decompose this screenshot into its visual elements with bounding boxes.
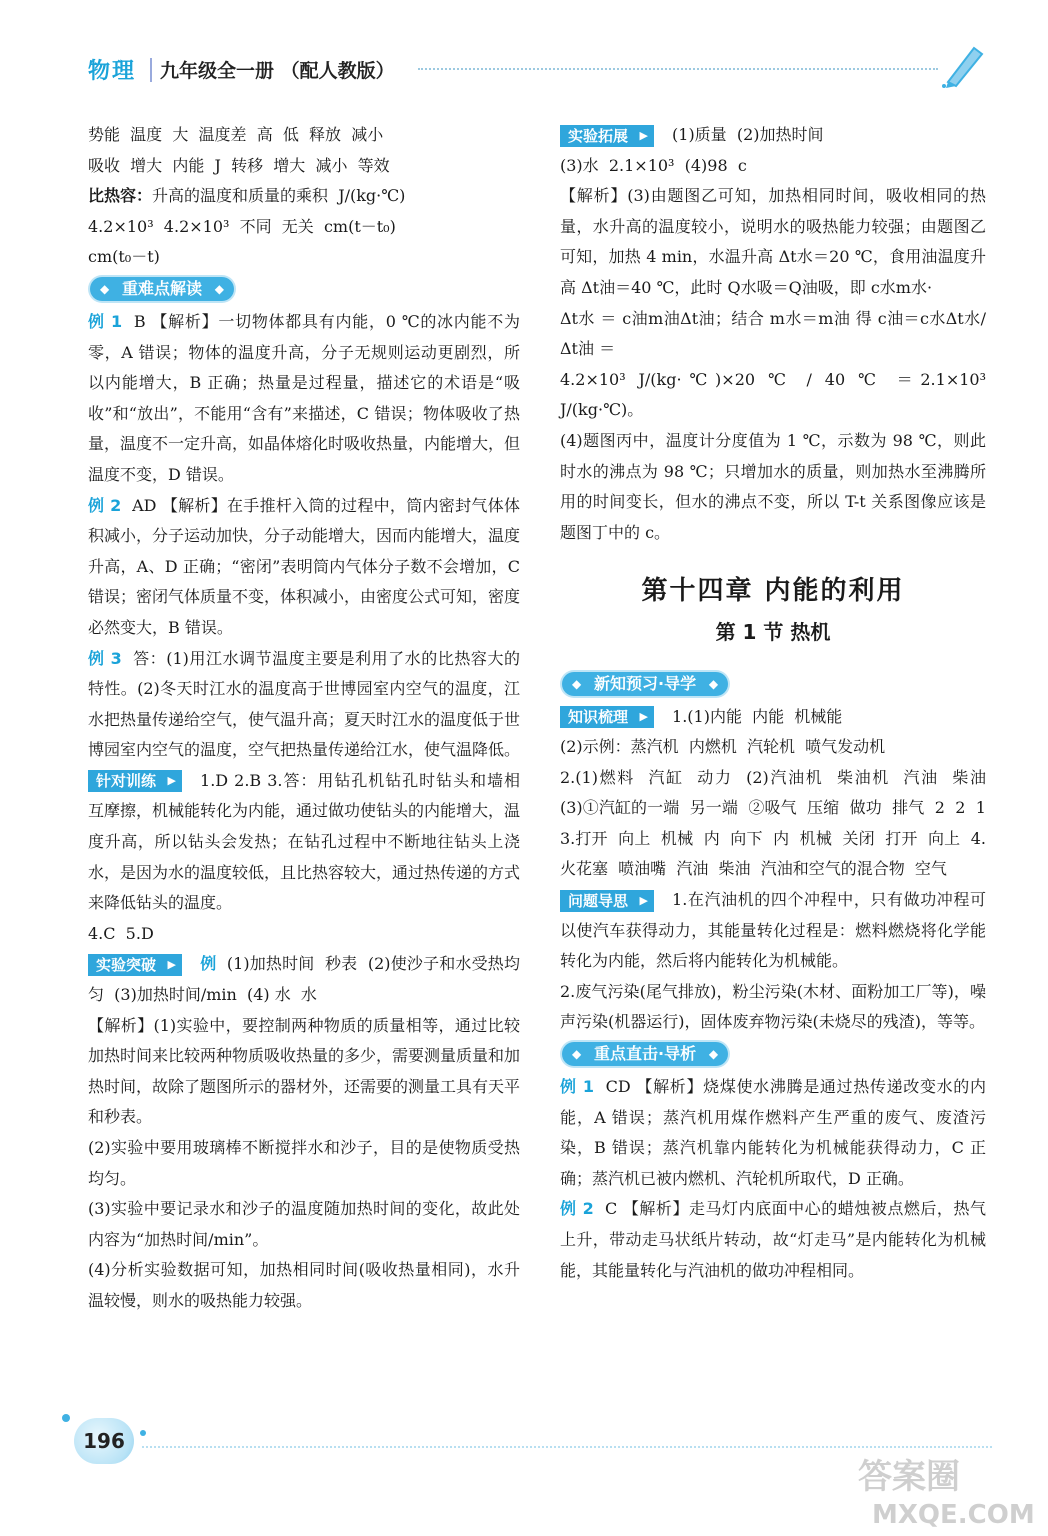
tag-knowledge — [560, 706, 654, 728]
tag-questions — [560, 890, 654, 912]
tag-label: 针对训练 — [96, 772, 157, 791]
example-text: AD 【解析】在手推杆入筒的过程中，筒内密封气体体积减小，分子运动加快，分子动能增大，因而内能增大，温度升高，A、D 正确；“密闭”表明筒内气体分子数不会增加，C 错误；密闭气体质量不变，体积减小，由密度公式可知，密度必然变大，B 错误。 — [88, 495, 526, 637]
tag-label: 知识梳理 — [568, 708, 629, 726]
intro-line: cm(t₀－t) — [88, 247, 160, 267]
example-label: 例 — [200, 954, 217, 974]
extension-analysis: 【解析】(3)由题图乙可知，加热相同时间，吸收相同的热量，水升高的温度较小，说明水的吸热能力较强；由题图乙可知，加热 4 min，水温升高 Δt水＝20 ℃，食用油温度升高 Δt油＝40 ℃，此时 Q水吸＝Q油吸，即 c水m水· — [560, 186, 986, 297]
diamond-icon: ◆ — [572, 676, 582, 691]
extension-text: (1)质量 (2)加热时间 — [672, 125, 824, 144]
example-3 — [88, 644, 520, 766]
experiment-analysis: 【解析】(1)实验中，要控制两种物质的质量相等，通过比较加热时间来比较两种物质吸收热量的多少，需要测量质量和加热时间，故除了题图所示的器材外，还需要的测量工具有天平和秒表。 — [88, 1015, 521, 1127]
tag-training — [88, 770, 182, 792]
question-text: 1.在汽油机的四个冲程中，只有做功冲程可以使汽车获得动力，其能量转化过程是：燃料燃烧将化学能转化为内能，然后将内能转化为机械能。 — [560, 890, 986, 971]
page-header — [88, 54, 988, 88]
section-band-focus — [562, 1042, 728, 1066]
extension-text-2: (3)水 2.1×10³ (4)98 c — [560, 155, 747, 175]
example-label: 例 1 — [88, 311, 123, 331]
page-number: 196 — [74, 1418, 134, 1464]
extension-block — [560, 120, 986, 151]
example-label: 例 3 — [88, 648, 122, 668]
play-arrow-icon: ▶ — [167, 774, 177, 788]
tag-experiment — [88, 954, 182, 976]
grade-title: 九年级全一册 （配人教版） — [160, 60, 395, 82]
tag-extension — [560, 125, 654, 147]
play-arrow-icon: ▶ — [639, 710, 649, 723]
experiment-analysis: (4)分析实验数据可知，加热相同时间(吸收热量相同)，水升温较慢，则水的吸热能力较强。 — [88, 1260, 520, 1310]
example-text: CD 【解析】烧煤使水沸腾是通过热传递改变水的内能，A 错误；蒸汽机用煤作燃料产生严重的废气、废渣污染，B 错误；蒸汽机靠内能转化为机械能获得动力，C 正确；蒸汽机已被内燃机、汽轮机所取代，D 正确。 — [560, 1077, 986, 1188]
watermark-logo: 答案圈 — [858, 1457, 960, 1497]
training-text: 1.D 2.B 3.答：用钻孔机钻孔时钻头和墙相互摩擦，机械能转化为内能，通过做功使钻头的内能增大，温度升高，所以钻头会发热；在钻孔过程中不断地往钻头上浇水，是因为水的温度较低，且比热容较大，通过热传递的方式来降低钻头的温度。 — [88, 770, 521, 913]
heat-capacity-text: 升高的温度和质量的乘积 J/(kg·℃) — [152, 186, 406, 206]
play-arrow-icon: ▶ — [167, 957, 177, 971]
knowledge-block — [560, 702, 986, 733]
training-answers: 4.C 5.D — [88, 923, 154, 943]
example-text: 答：(1)用江水调节温度主要是利用了水的比热容大的特性。(2)冬天时江水的温度高于世博园室内空气的温度，江水把热量传递给空气，使气温升高；夏天时江水的温度低于世博园室内空气的温度，空气把热量传递给江水，使气温降低。 — [88, 648, 521, 760]
diamond-icon: ◆ — [708, 1047, 719, 1062]
experiment-analysis: (3)实验中要记录水和沙子的温度随加热时间的变化，故此处内容为“加热时间/min”。 — [88, 1199, 520, 1249]
intro-line: 吸收 增大 内能 J 转移 增大 减小 等效 — [88, 155, 390, 175]
tag-label: 问题导思 — [568, 891, 629, 910]
diamond-icon: ◆ — [100, 281, 110, 296]
header-dotted-line — [418, 68, 938, 70]
heat-capacity-label: 比热容： — [88, 186, 153, 206]
knowledge-text: (2)示例：蒸汽机 内燃机 汽轮机 喷气发动机 — [560, 737, 886, 757]
example-text: B 【解析】一切物体都具有内能，0 ℃的冰内能不为零，A 错误；物体的温度升高，分子无规则运动更剧烈，所以内能增大，B 正确；热量是过程量，描述它的术语是“吸收”和“放出”，不能用“含有”来描述，C 错误；物体吸收了热量，温度不一定升高，如晶体熔化时吸收热量，内能增大，但温度不变，D 错误。 — [88, 311, 521, 484]
diamond-icon: ◆ — [572, 1047, 582, 1062]
footer-dotted-line — [142, 1446, 992, 1448]
section-band-key-points — [90, 277, 234, 301]
intro-line: 势能 温度 大 温度差 高 低 释放 减小 — [88, 125, 384, 144]
experiment-analysis: (2)实验中要用玻璃棒不断搅拌水和沙子，目的是使物质受热均匀。 — [88, 1138, 520, 1188]
example-label: 例 2 — [88, 495, 122, 515]
extension-formula: 4.2×10³ J/(kg·℃)×20 ℃ / 40 ℃ ＝2.1×10³ J/(kg·℃)。 — [560, 369, 992, 420]
training-block — [88, 766, 520, 919]
extension-part-4: (4)题图丙中，温度计分度值为 1 ℃，示数为 98 ℃，则此时水的沸点为 98 ℃；只增加水的质量，则加热水至沸腾所用的时间变长，但水的沸点不变，所以 T-t 关系图像应该是题图丁中的 c。 — [560, 430, 986, 542]
chapter-title: 第十四章 内能的利用 — [641, 576, 905, 607]
experiment-block — [88, 949, 520, 1010]
tag-label: 实验突破 — [96, 955, 157, 974]
subject-title: 物理 — [88, 59, 137, 84]
diamond-icon: ◆ — [708, 676, 719, 691]
band-label: 新知预习·导学 — [594, 673, 697, 693]
section-band-preview — [562, 672, 728, 696]
tag-label: 实验拓展 — [568, 126, 629, 145]
example-label: 例 1 — [560, 1077, 595, 1097]
knowledge-text: 2.(1)燃料 汽缸 动力 (2)汽油机 柴油机 汽油 柴油 (3)①汽缸的一端 另一端 ②吸气 压缩 做功 排气 2 2 1 3.打开 向上 机械 内 向下 内 机械 关闭 打开 向上 4.火花塞 喷油嘴 汽油 柴油 汽油和空气的混合物 空气 — [560, 767, 997, 879]
intro-line: 4.2×10³ 4.2×10³ 不同 无关 cm(t－t₀) — [88, 216, 396, 236]
decor-dot — [140, 1430, 146, 1436]
decor-dot — [62, 1414, 70, 1422]
question-text: 2.废气污染(尾气排放)，粉尘污染(木材、面粉加工厂等)，噪声污染(机器运行)，固体废弃物污染(未烧尽的残渣)，等等。 — [560, 981, 986, 1032]
example-2 — [560, 1194, 986, 1286]
play-arrow-icon: ▶ — [639, 893, 649, 907]
left-column — [88, 120, 526, 1317]
pen-icon — [938, 40, 988, 90]
example-label: 例 2 — [560, 1199, 594, 1219]
band-label: 重点直击·导析 — [594, 1044, 697, 1064]
diamond-icon: ◆ — [214, 281, 225, 296]
example-text: C 【解析】走马灯内底面中心的蜡烛被点燃后，热气上升，带动走马状纸片转动，故“灯走马”是内能转化为机械能，其能量转化与汽油机的做功冲程相同。 — [560, 1199, 986, 1280]
right-column — [560, 120, 997, 1286]
watermark-url: MXQE.COM — [872, 1500, 1035, 1530]
example-2 — [88, 491, 526, 644]
question-block — [560, 885, 986, 977]
play-arrow-icon: ▶ — [639, 128, 649, 142]
extension-formula: Δt水 ＝ c油m油Δt油；结合 m水＝m油 得 c油＝c水Δt水/Δt油 ＝ — [560, 308, 986, 359]
header-divider — [150, 58, 152, 82]
example-1 — [560, 1072, 986, 1194]
section-title: 第 1 节 热机 — [715, 619, 831, 644]
knowledge-text: 1.(1)内能 内能 机械能 — [672, 706, 843, 726]
band-label: 重难点解读 — [122, 278, 203, 298]
heat-capacity-line — [88, 181, 520, 212]
example-1 — [88, 307, 520, 491]
experiment-text: (1)加热时间 秒表 (2)使沙子和水受热均匀 (3)加热时间/min (4) 水 水 — [88, 954, 520, 1005]
